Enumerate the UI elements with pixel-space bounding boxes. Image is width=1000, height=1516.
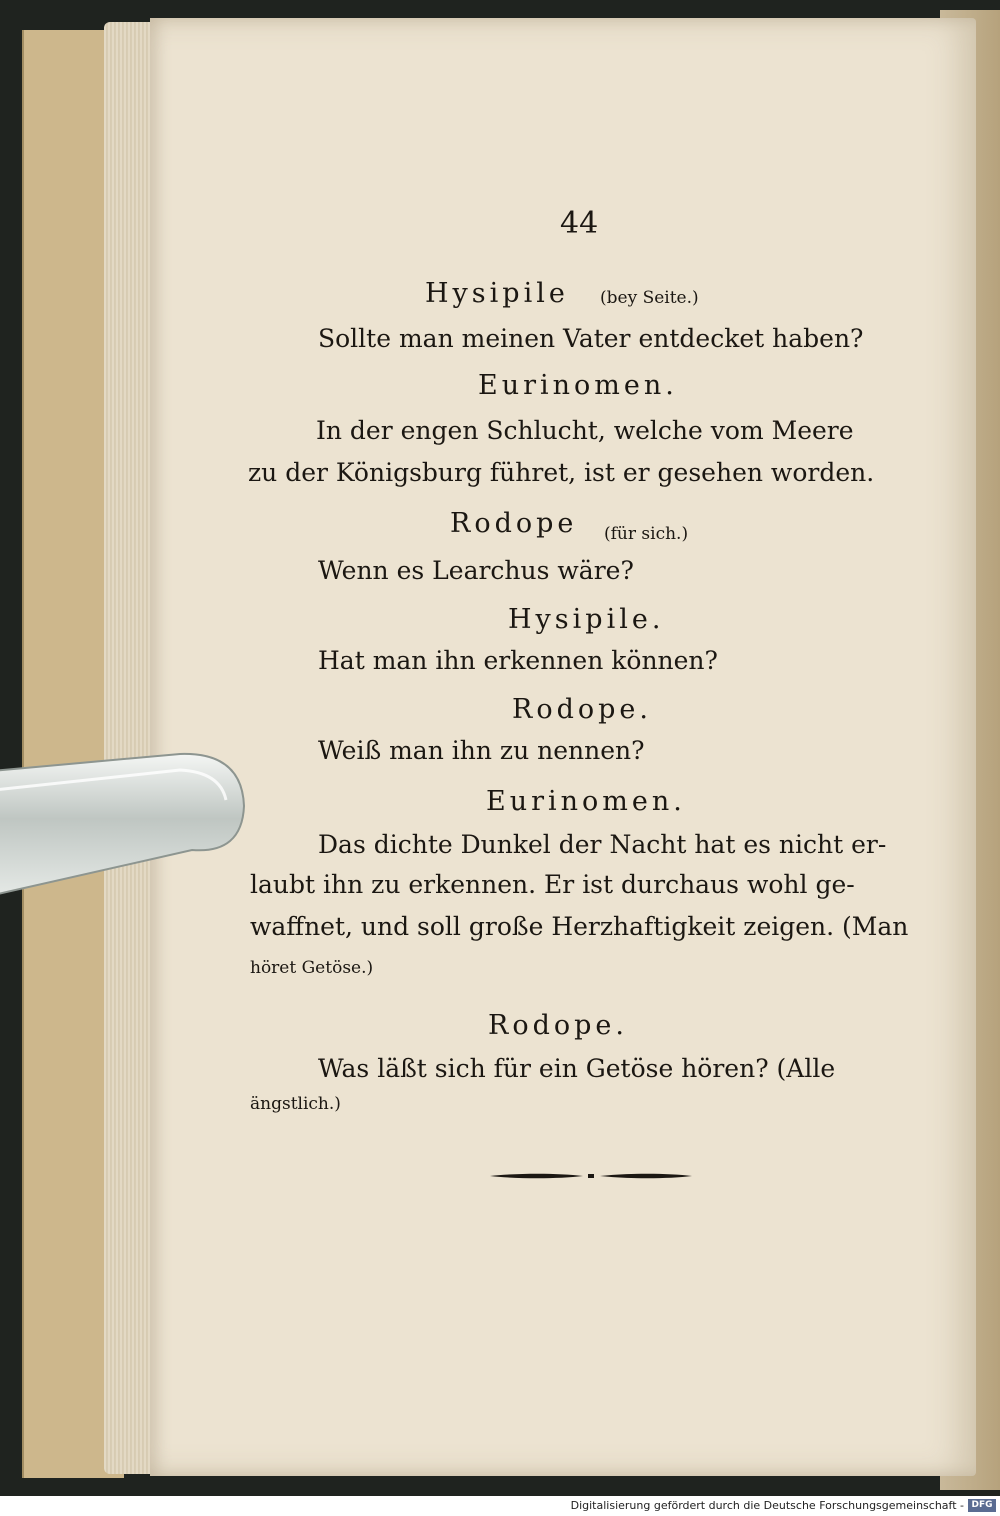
text-line: Sollte man meinen Vater entdecket haben? xyxy=(318,324,864,353)
glass-page-holder xyxy=(0,750,248,902)
speaker-name: Rodope. xyxy=(512,694,652,725)
speaker-name: Eurinomen. xyxy=(478,370,678,401)
speaker-name: Hysipile. xyxy=(508,604,665,635)
page-number: 44 xyxy=(560,206,599,241)
text-line: Wenn es Learchus wäre? xyxy=(318,556,634,585)
speaker-name: Rodope xyxy=(450,508,578,539)
speaker-name: Eurinomen. xyxy=(486,786,686,817)
text-line: zu der Königsburg führet, ist er gesehen worden. xyxy=(248,458,875,487)
speaker-name: Rodope. xyxy=(488,1010,628,1041)
funding-notice: Digitalisierung gefördert durch die Deutsche Forschungsgemeinschaft - xyxy=(570,1499,964,1512)
speaker-name: Hysipile xyxy=(425,278,569,309)
text-line: laubt ihn zu erkennen. Er ist durchaus wohl ge- xyxy=(250,870,855,899)
text-line: Hat man ihn erkennen können? xyxy=(318,646,718,675)
text-line: Weiß man ihn zu nennen? xyxy=(318,736,645,765)
text-line: Das dichte Dunkel der Nacht hat es nicht er- xyxy=(318,830,887,859)
text-line: waffnet, und soll große Herzhaftigkeit zeigen. (Man xyxy=(250,912,909,941)
text-line: In der engen Schlucht, welche vom Meere xyxy=(316,416,854,445)
text-line: Was läßt sich für ein Getöse hören? (Alle xyxy=(318,1054,836,1083)
footer-bar xyxy=(0,1496,1000,1516)
dfg-logo: DFG xyxy=(968,1499,996,1512)
end-ornament xyxy=(488,1168,694,1184)
text-line: ängstlich.) xyxy=(250,1094,341,1114)
text-line: höret Getöse.) xyxy=(250,958,374,978)
stage-direction: (bey Seite.) xyxy=(600,288,699,308)
stage-direction: (für sich.) xyxy=(604,524,689,544)
